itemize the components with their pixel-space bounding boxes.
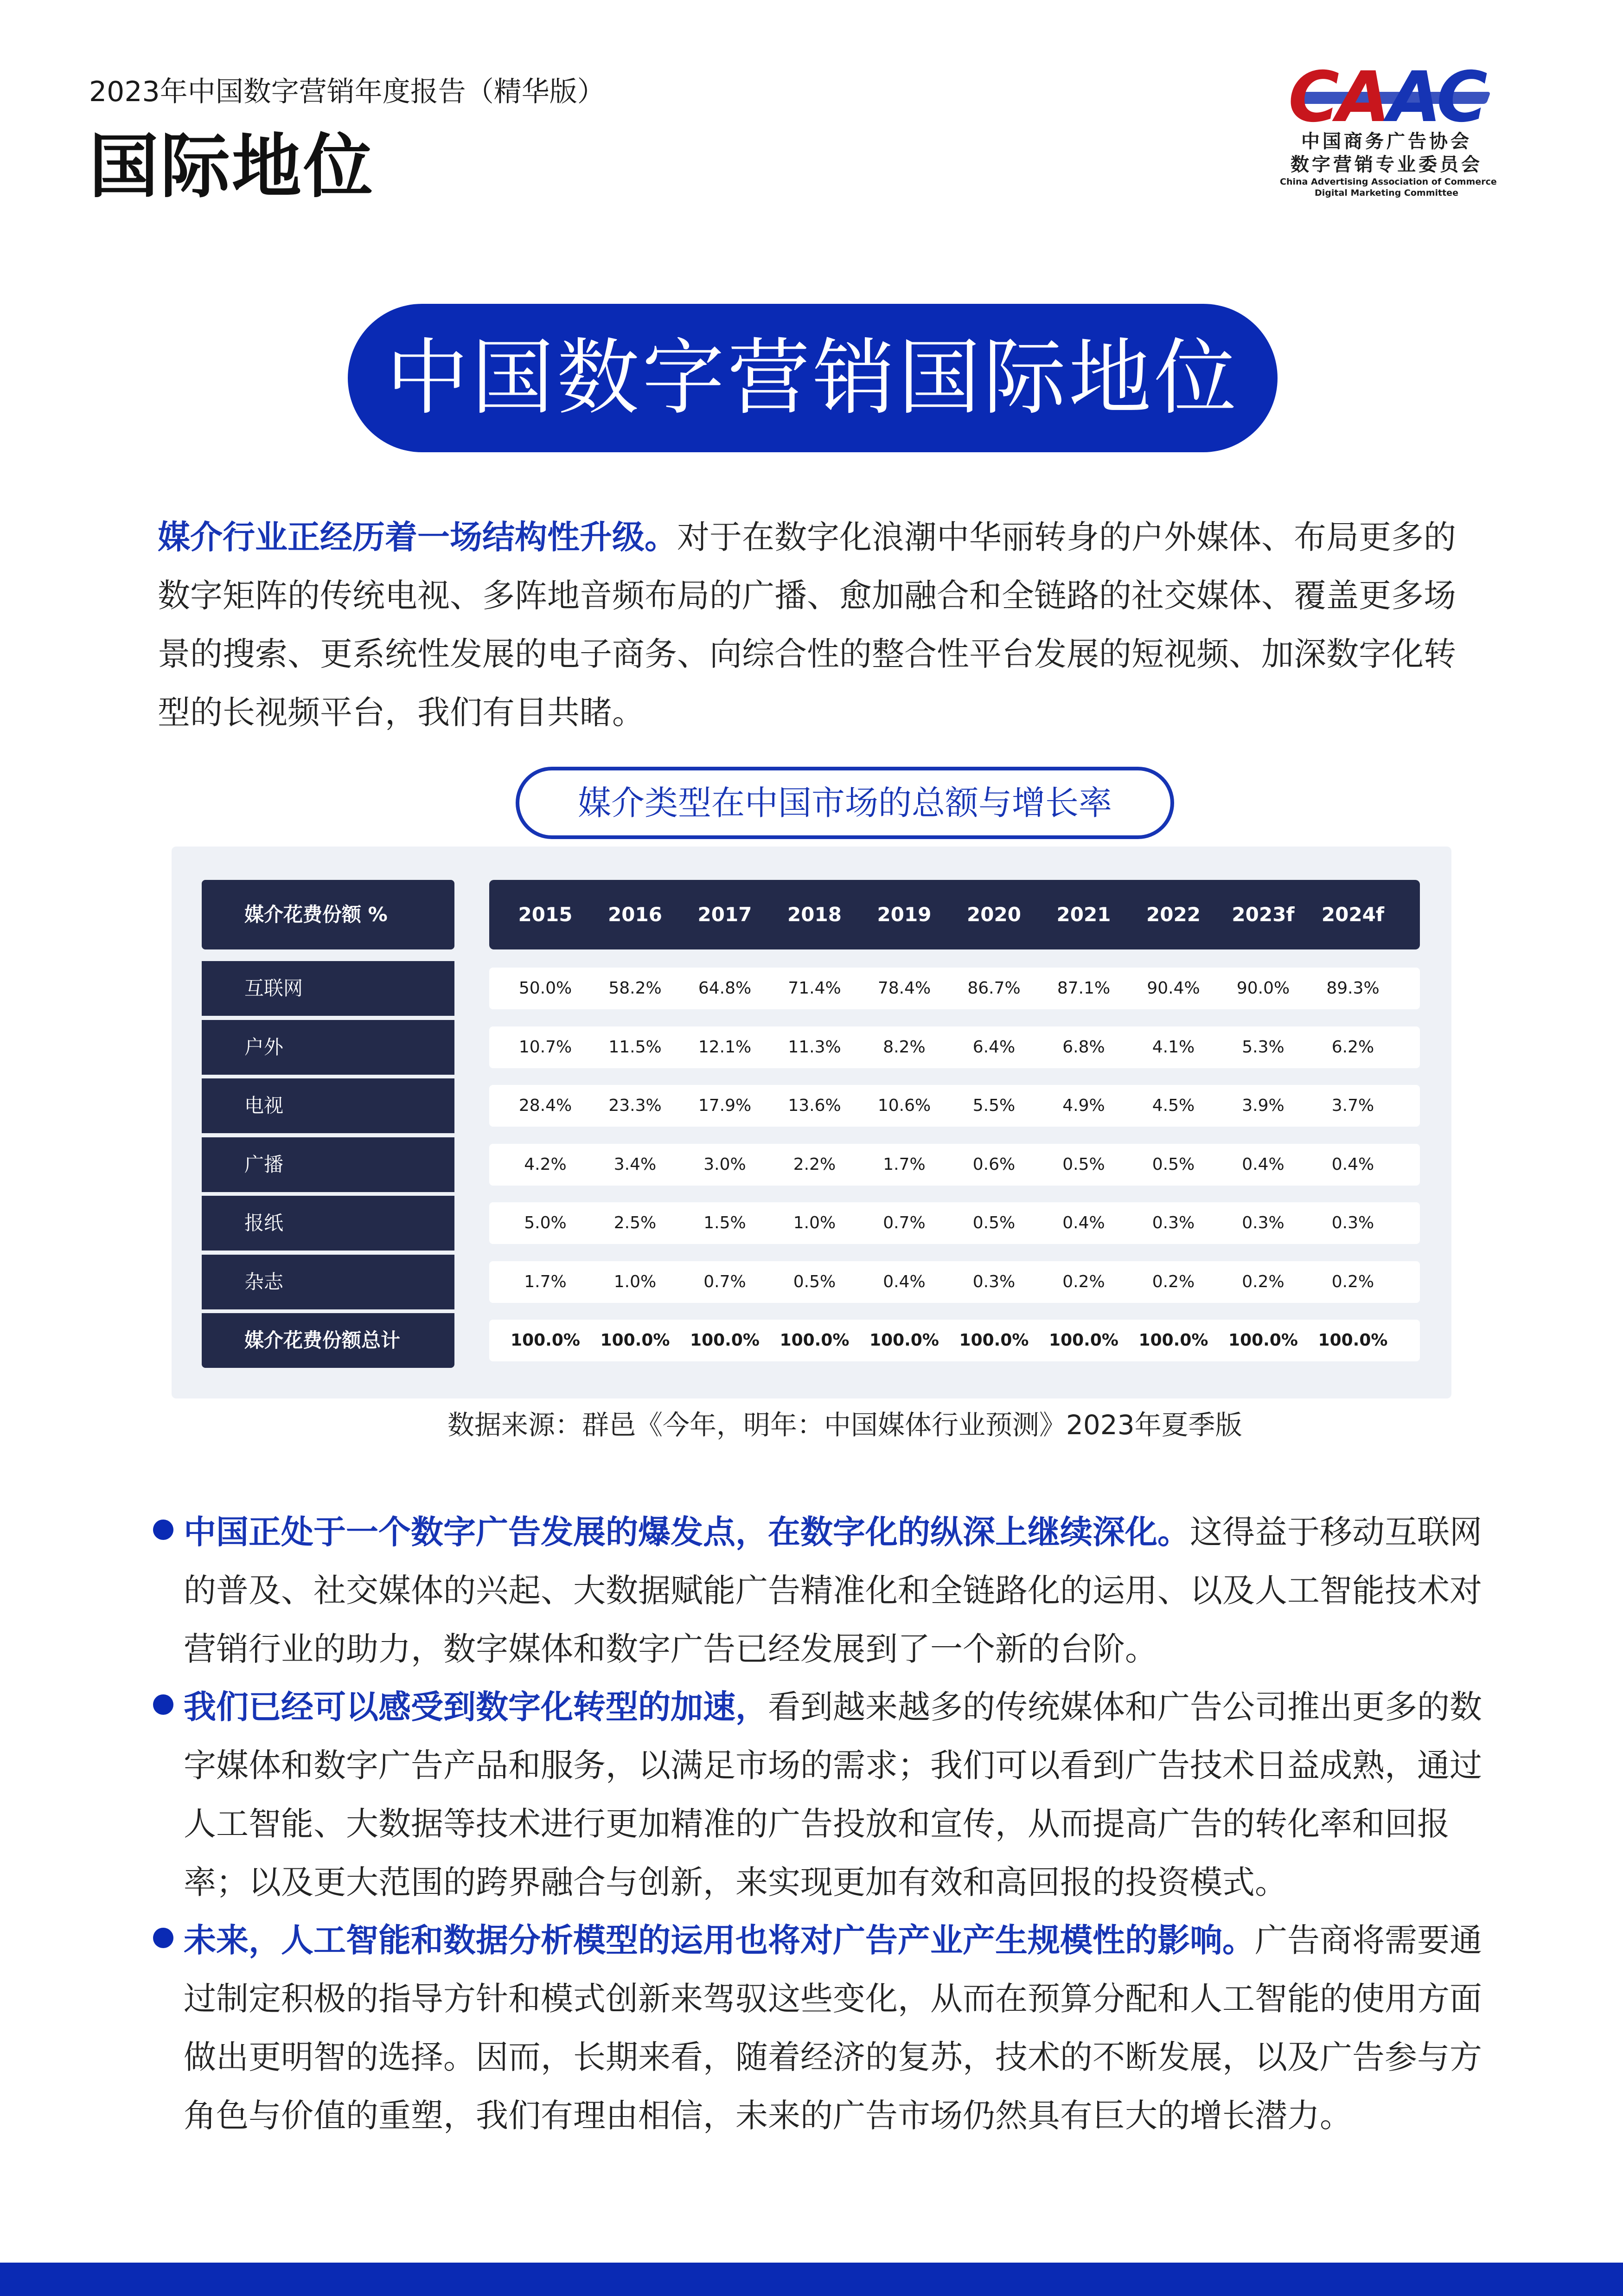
logo-org-en-line1: China Advertising Association of Commerce [1280, 177, 1497, 187]
table-cell: 5.0% [524, 1213, 567, 1232]
section-banner: 中国数字营销国际地位 [348, 304, 1278, 452]
table-year-cell: 2018 [787, 903, 842, 926]
caac-logo [1280, 57, 1497, 199]
table-title: 媒介类型在中国市场的总额与增长率 [516, 767, 1174, 839]
table-row-label: 报纸 [202, 1196, 454, 1251]
bullet-item [153, 1503, 1484, 1678]
table-cell: 0.3% [972, 1272, 1016, 1291]
table-cell: 6.8% [1062, 1037, 1105, 1057]
table-year-cell: 2015 [518, 903, 573, 926]
bullet-dot-icon [153, 1928, 173, 1948]
table-source: 数据来源：群邑《今年，明年：中国媒体行业预测》2023年夏季版 [447, 1409, 1242, 1441]
table-cell: 100.0% [600, 1331, 670, 1350]
bullet-lead: 未来，人工智能和数据分析模型的运用也将对广告产业产生规模性的影响。 [184, 1921, 1255, 1959]
bullet-item [153, 1911, 1484, 2145]
table-cell: 28.4% [518, 1096, 572, 1115]
table-cell: 71.4% [788, 979, 841, 998]
table-cell: 0.7% [883, 1213, 926, 1232]
table-cell: 90.0% [1236, 979, 1290, 998]
table-cell: 0.2% [1242, 1272, 1284, 1291]
table-cell: 58.2% [608, 979, 662, 998]
table-cell: 0.3% [1152, 1213, 1195, 1232]
bullet-item [153, 1678, 1484, 1911]
table-cell: 3.9% [1242, 1096, 1284, 1115]
bullet-dot-icon [153, 1520, 173, 1540]
table-cell: 100.0% [869, 1331, 939, 1350]
table-cell: 87.1% [1057, 979, 1111, 998]
table-cell: 23.3% [608, 1096, 662, 1115]
bullet-text [184, 1678, 1484, 1911]
table-cell: 2.5% [613, 1213, 657, 1232]
table-cell: 100.0% [780, 1331, 850, 1350]
table-cell: 0.3% [1242, 1213, 1284, 1232]
bullet-lead: 中国正处于一个数字广告发展的爆发点，在数字化的纵深上继续深化。 [184, 1513, 1190, 1551]
table-cell: 6.2% [1331, 1037, 1374, 1057]
table-cell: 0.5% [1152, 1154, 1195, 1174]
table-cell: 0.2% [1152, 1272, 1195, 1291]
footer-bar [0, 2263, 1623, 2296]
table-year-cell: 2021 [1056, 903, 1111, 926]
table-cell: 64.8% [698, 979, 752, 998]
intro-text: 对于在数字化浪潮中华丽转身的户外媒体、布局更多的数字矩阵的传统电视、多阵地音频布局的广播、愈加融合和全链路的社交媒体、覆盖更多场景的搜索、更系统性发展的电子商务、向综合性的整合性平台发展的短视频、加深数字化转型的长视频平台，我们有目共睹。 [158, 518, 1456, 731]
table-cell: 3.7% [1331, 1096, 1374, 1115]
table-cell: 90.4% [1147, 979, 1200, 998]
table-cell: 4.5% [1152, 1096, 1195, 1115]
table-header-label: 媒介花费份额 % [202, 880, 454, 949]
table-cell: 100.0% [1049, 1331, 1118, 1350]
table-cell: 3.0% [703, 1154, 746, 1174]
table-cell: 0.4% [1062, 1213, 1105, 1232]
table-cell: 13.6% [788, 1096, 841, 1115]
table-cell: 4.2% [524, 1154, 567, 1174]
table-cell: 100.0% [1138, 1331, 1208, 1350]
bullet-text [184, 1911, 1484, 2145]
table-cell: 100.0% [1228, 1331, 1298, 1350]
table-cell: 10.7% [518, 1037, 572, 1057]
page-heading: 国际地位 [89, 127, 375, 207]
table-cell: 11.5% [608, 1037, 662, 1057]
table-cell: 0.6% [972, 1154, 1016, 1174]
table-cell: 17.9% [698, 1096, 752, 1115]
table-cell: 0.4% [1331, 1154, 1374, 1174]
table-cell: 100.0% [1318, 1331, 1388, 1350]
table-cell: 11.3% [788, 1037, 841, 1057]
intro-lead: 媒介行业正经历着一场结构性升级。 [158, 518, 677, 556]
table-cell: 1.7% [524, 1272, 567, 1291]
table-cell: 0.7% [703, 1272, 746, 1291]
table-cell: 0.2% [1331, 1272, 1374, 1291]
report-subtitle: 2023年中国数字营销年度报告（精华版） [89, 76, 605, 108]
bullet-body: 广告商将需要通过制定积极的指导方针和模式创新来驾驭这些变化，从而在预算分配和人工智能的使用方面做出更明智的选择。因而，长期来看，随着经济的复苏，技术的不断发展，以及广告参与方角色与价值的重塑，我们有理由相信，未来的广告市场仍然具有巨大的增长潜力。 [184, 1921, 1482, 2135]
table-cell: 5.5% [972, 1096, 1016, 1115]
table-row-label: 杂志 [202, 1255, 454, 1309]
table-cell: 89.3% [1326, 979, 1380, 998]
table-cell: 100.0% [690, 1331, 760, 1350]
table-row-label: 广播 [202, 1137, 454, 1192]
table-year-cell: 2017 [697, 903, 752, 926]
table-cell: 0.3% [1331, 1213, 1374, 1232]
table-cell: 8.2% [883, 1037, 926, 1057]
bullet-body: 看到越来越多的传统媒体和广告公司推出更多的数字媒体和数字广告产品和服务，以满足市场的需求；我们可以看到广告技术日益成熟，通过人工智能、大数据等技术进行更加精准的广告投放和宣传，从而提高广告的转化率和回报率；以及更大范围的跨界融合与创新，来实现更加有效和高回报的投资模式。 [184, 1688, 1482, 1901]
logo-mark-blue: AC [1387, 57, 1485, 138]
table-row-label: 户外 [202, 1020, 454, 1075]
table-cell: 1.0% [613, 1272, 657, 1291]
table-cell: 50.0% [518, 979, 572, 998]
table-cell: 1.0% [793, 1213, 836, 1232]
logo-mark-red: CA [1288, 57, 1388, 138]
table-cell: 0.2% [1062, 1272, 1105, 1291]
table-cell: 12.1% [698, 1037, 752, 1057]
logo-org-cn-line2: 数字营销专业委员会 [1291, 154, 1482, 175]
bullet-text [184, 1503, 1484, 1678]
table-cell: 4.9% [1062, 1096, 1105, 1115]
table-cell: 4.1% [1152, 1037, 1195, 1057]
table-row-label: 电视 [202, 1078, 454, 1133]
table-cell: 3.4% [613, 1154, 657, 1174]
table-cell: 78.4% [877, 979, 931, 998]
table-year-cell: 2022 [1146, 903, 1201, 926]
table-year-cell: 2019 [877, 903, 932, 926]
table-cell: 100.0% [959, 1331, 1029, 1350]
intro-paragraph [158, 508, 1484, 742]
bullet-body: 这得益于移动互联网的普及、社交媒体的兴起、大数据赋能广告精准化和全链路化的运用、以及人工智能技术对营销行业的助力，数字媒体和数字广告已经发展到了一个新的台阶。 [184, 1513, 1482, 1668]
table-cell: 5.3% [1242, 1037, 1284, 1057]
table-year-cell: 2023f [1232, 903, 1295, 926]
bullet-lead: 我们已经可以感受到数字化转型的加速， [184, 1688, 768, 1726]
table-year-cell: 2016 [608, 903, 662, 926]
table-year-cell: 2020 [967, 903, 1021, 926]
table-cell: 0.5% [793, 1272, 836, 1291]
bullet-dot-icon [153, 1694, 173, 1715]
table-year-cell: 2024f [1321, 903, 1385, 926]
table-cell: 100.0% [511, 1331, 580, 1350]
table-row-label: 互联网 [202, 961, 454, 1016]
logo-mark [1280, 57, 1493, 138]
logo-org-cn-line1: 中国商务广告协会 [1301, 131, 1472, 152]
table-cell: 0.4% [883, 1272, 926, 1291]
table-cell: 0.5% [1062, 1154, 1105, 1174]
table-cell: 86.7% [967, 979, 1021, 998]
table-cell: 0.4% [1242, 1154, 1284, 1174]
table-cell: 6.4% [972, 1037, 1016, 1057]
table-row-label: 媒介花费份额总计 [202, 1313, 454, 1368]
table-cell: 2.2% [793, 1154, 836, 1174]
table-cell: 1.5% [703, 1213, 746, 1232]
logo-org-en-line2: Digital Marketing Committee [1315, 188, 1458, 198]
table-cell: 10.6% [877, 1096, 931, 1115]
table-cell: 0.5% [972, 1213, 1016, 1232]
table-cell: 1.7% [883, 1154, 926, 1174]
